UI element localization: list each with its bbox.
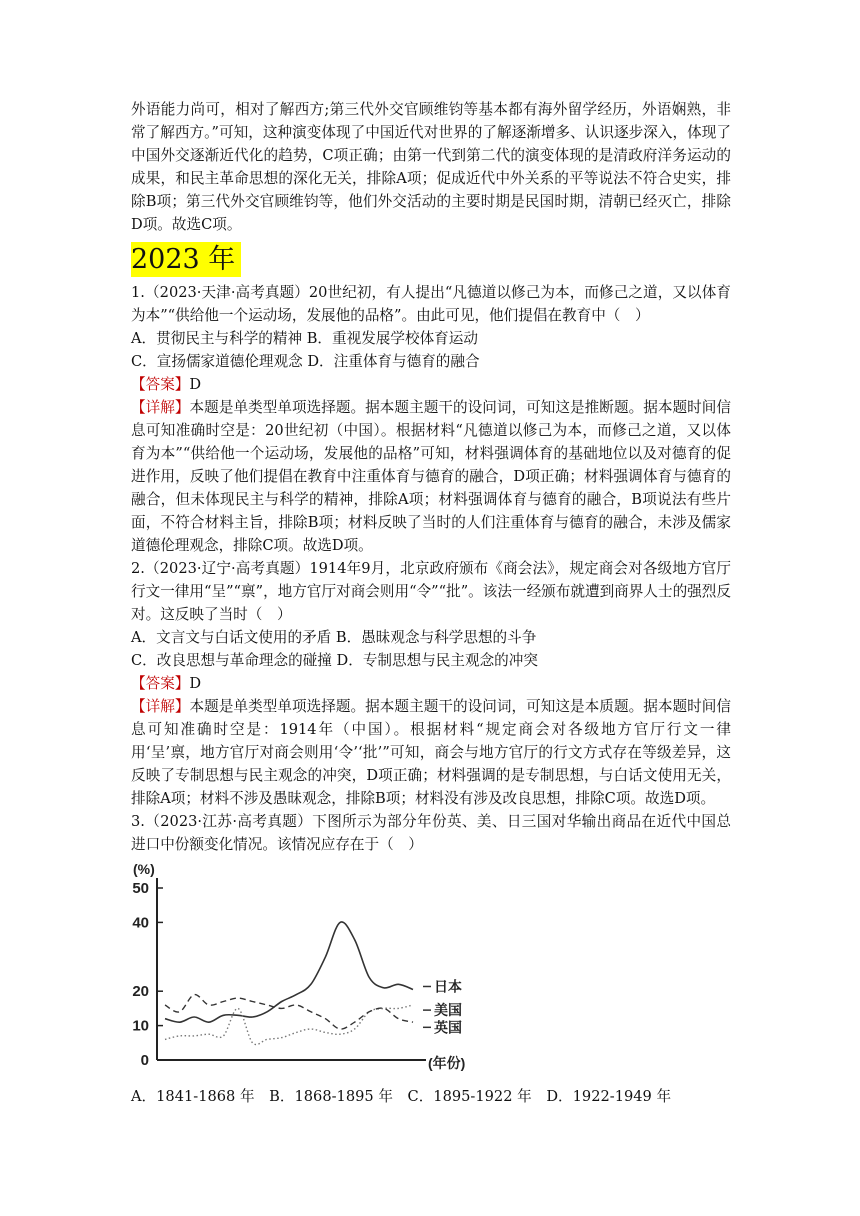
- chart-svg: [131, 860, 491, 1085]
- intro-paragraph: 外语能力尚可，相对了解西方;第三代外交官顾维钧等基本都有海外留学经历，外语娴熟，非常了解西方。”可知，这种演变体现了中国近代对世界的了解逐渐增多、认识逐步深入，体现了中国外交逐渐近代化的趋势，C项正确；由第一代到第二代的演变体现的是清政府洋务运动的成果，和民主革命思想的深化无关，排除A项；促成近代中外关系的平等说法不符合史实，排除B项；第三代外交官顾维钧等，他们外交活动的主要时期是民国时期，清朝已经灭亡，排除D项。故选C项。: [131, 101, 731, 233]
- q2-detail: [131, 695, 731, 810]
- q1-answer: [131, 373, 731, 396]
- q1-stem: 1.（2023·天津·高考真题）20世纪初，有人提出“凡德道以修己为本，而修己之道，又以体育为本”“供给他一个运动场，发展他的品格”。由此可见，他们提倡在教育中（ ）: [131, 284, 731, 324]
- detail-text: 本题是单类型单项选择题。据本题主题干的设问词，可知这是推断题。据本题时间信息可知准确时空是：20世纪初（中国）。根据材料“凡德道以修己为本，而修己之道，又以体育为本”“供给他一个运动场，发展他的品格”可知，材料强调体育的基础地位以及对德育的促进作用，反映了他们提倡在教育中注重体育与德育的融合，D项正确；材料强调体育与德育的融合，但未体现民主与科学的精神，排除A项；材料强调体育与德育的融合，B项说法有些片面，不符合材料主旨，排除B项；材料反映了当时的人们注重体育与德育的融合，未涉及儒家道德伦理观念，排除C项。故选D项。: [131, 399, 731, 554]
- y-tick-label: 50: [132, 880, 149, 897]
- y-tick-label: 10: [132, 1017, 149, 1035]
- answer-tag: 【答案】: [131, 376, 190, 393]
- q3-stem: 3.（2023·江苏·高考真题）下图所示为部分年份英、美、日三国对华输出商品在近代中国总进口中份额变化情况。该情况应存在于（ ）: [131, 813, 731, 853]
- answer-value: D: [189, 675, 202, 692]
- series-line-2: [165, 995, 413, 1030]
- detail-tag: 【详解】: [131, 698, 190, 715]
- legend-label: 英国: [434, 1019, 462, 1036]
- answer-value: D: [189, 376, 202, 393]
- x-axis-label: (年份): [428, 1055, 466, 1071]
- q2-answer: [131, 672, 731, 695]
- trade-share-chart: [131, 860, 491, 1085]
- y-axis-label: (%): [133, 861, 155, 877]
- q2-options-line1: A．文言文与白话文使用的矛盾 B．愚昧观念与科学思想的斗争: [131, 629, 537, 646]
- q1-options-line1: A．贯彻民主与科学的精神 B．重视发展学校体育运动: [131, 330, 478, 347]
- y-tick-label: 40: [132, 914, 149, 932]
- legend-label: 美国: [434, 1002, 462, 1019]
- y-tick-label: 20: [132, 983, 149, 1001]
- year-heading: 2023 年: [131, 242, 241, 277]
- detail-tag: 【详解】: [131, 399, 190, 416]
- q2-options-line2: C．改良思想与革命理念的碰撞 D．专制思想与民主观念的冲突: [131, 652, 538, 669]
- detail-text: 本题是单类型单项选择题。据本题主题干的设问词，可知这是本质题。据本题时间信息可知准确时空是：1914年（中国）。根据材料“规定商会对各级地方官厅行文一律用‘呈’禀，地方官厅对商会则用‘令’‘批’”可知，商会与地方官厅的行文方式存在等级差异，这反映了专制思想与民主观念的冲突，D项正确；材料强调的是专制思想，与白话文使用无关，排除A项；材料不涉及愚昧观念，排除B项；材料没有涉及改良思想，排除C项。故选D项。: [131, 698, 731, 807]
- legend-label: 日本: [434, 978, 462, 995]
- q1-options-line2: C．宣扬儒家道德伦理观念 D．注重体育与德育的融合: [131, 353, 480, 370]
- y-tick-label: 0: [140, 1052, 149, 1069]
- q3-options: A．1841-1868 年 B．1868-1895 年 C．1895-1922 年 D．1922-1949 年: [131, 1088, 672, 1105]
- q1-detail: [131, 396, 731, 557]
- series-line-1: [165, 1005, 413, 1045]
- q2-stem: 2.（2023·辽宁·高考真题）1914年9月，北京政府颁布《商会法》，规定商会对各级地方官厅行文一律用“呈”“禀”，地方官厅对商会则用“令”“批”。该法一经颁布就遭到商界人士的强烈反对。这反映了当时（ ）: [131, 560, 731, 623]
- answer-tag: 【答案】: [131, 675, 190, 692]
- document-page: [131, 98, 731, 1108]
